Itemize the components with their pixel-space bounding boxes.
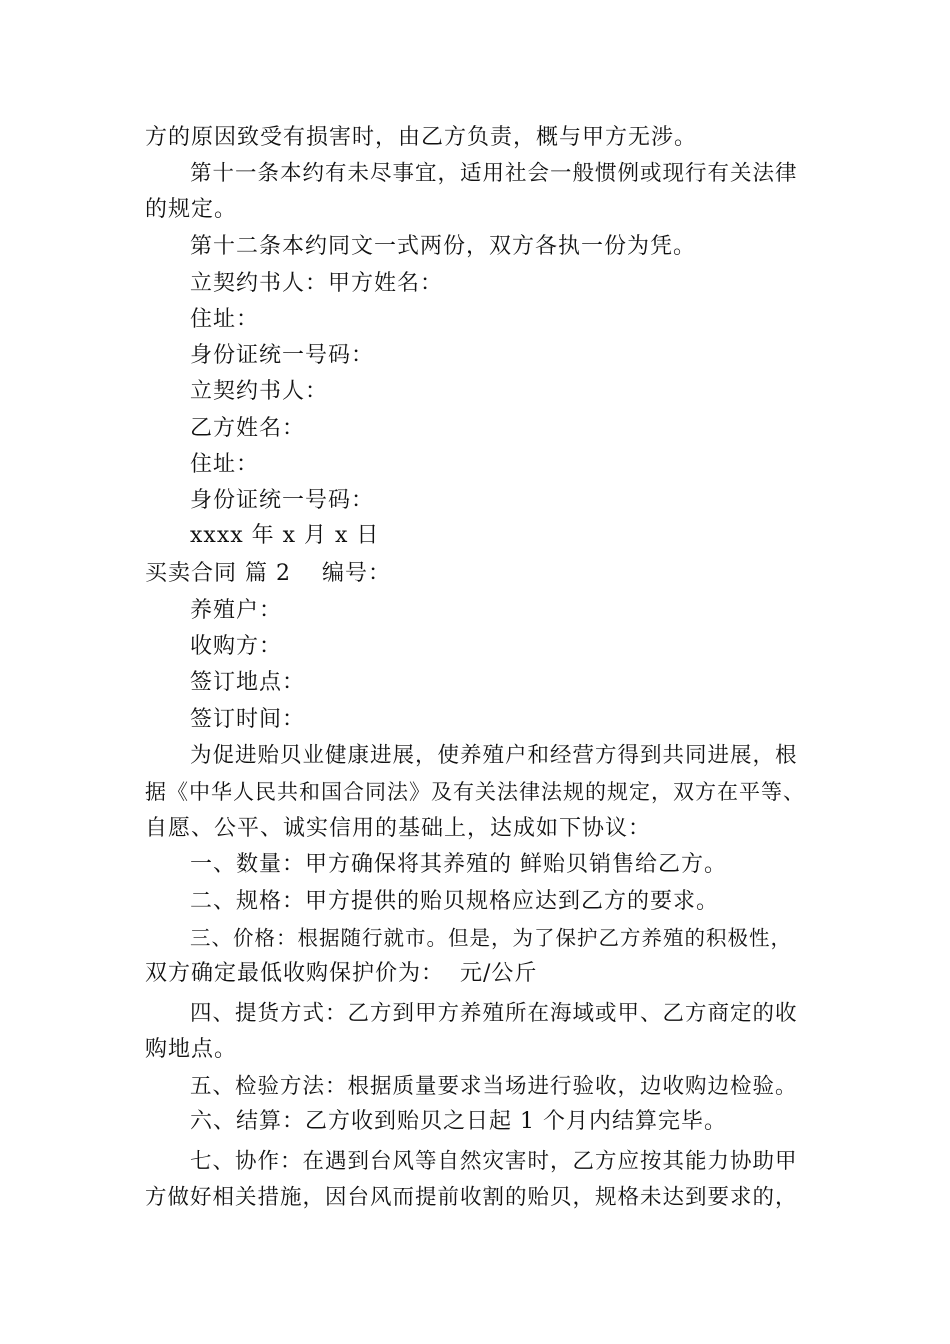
text-line: 住址：	[190, 307, 260, 332]
section-heading: 买卖合同 篇 2	[145, 561, 291, 586]
text-line: 养殖户：	[190, 598, 283, 623]
text-line: 二、规格：甲方提供的贻贝规格应达到乙方的要求。	[190, 889, 720, 914]
text-line: 一、数量：甲方确保将其养殖的 鲜贻贝销售给乙方。	[190, 852, 727, 877]
text-line: 的规定。	[145, 197, 238, 222]
text-line: 为促进贻贝业健康进展，使养殖户和经营方得到共同进展，根	[190, 743, 798, 768]
text-line: 签订地点：	[190, 670, 306, 695]
text-line: 四、提货方式：乙方到甲方养殖所在海域或甲、乙方商定的收	[190, 1001, 798, 1026]
text-line: 双方确定最低收购保护价为： 元/公斤	[145, 961, 538, 986]
text-line: 签订时间：	[190, 707, 306, 732]
text-line: 身份证统一号码：	[190, 488, 375, 513]
text-line: 据《中华人民共和国合同法》及有关法律法规的规定，双方在平等、	[145, 780, 805, 804]
contract-number-label: 编号：	[322, 561, 392, 586]
date-line: xxxx 年 x 月 x 日	[190, 523, 380, 548]
text-line: 方做好相关措施，因台风而提前收割的贻贝，规格未达到要求的，	[145, 1185, 798, 1210]
text-line: 第十二条本约同文一式两份，双方各执一份为凭。	[190, 234, 697, 259]
text-line: 收购方：	[190, 634, 283, 659]
text-line: 五、检验方法：根据质量要求当场进行验收，边收购边检验。	[190, 1074, 798, 1099]
text-line: 住址：	[190, 452, 260, 477]
text-line: 立契约书人：甲方姓名：	[190, 271, 444, 296]
text-line: 立契约书人：	[190, 379, 329, 404]
text-line: 第十一条本约有未尽事宜，适用社会一般惯例或现行有关法律	[190, 161, 798, 186]
text-line: 乙方姓名：	[190, 416, 306, 441]
text-line: 自愿、公平、诚实信用的基础上，达成如下协议：	[145, 816, 652, 841]
text-line: 方的原因致受有损害时，由乙方负责，概与甲方无涉。	[145, 125, 698, 150]
text-line: 六、结算：乙方收到贻贝之日起 1 个月内结算完毕。	[190, 1109, 727, 1134]
text-line: 身份证统一号码：	[190, 343, 375, 368]
text-line: 三、价格：根据随行就市。但是，为了保护乙方养殖的积极性，	[190, 926, 792, 950]
text-line: 七、协作：在遇到台风等自然灾害时，乙方应按其能力协助甲	[190, 1149, 798, 1174]
text-line: 购地点。	[145, 1037, 238, 1062]
